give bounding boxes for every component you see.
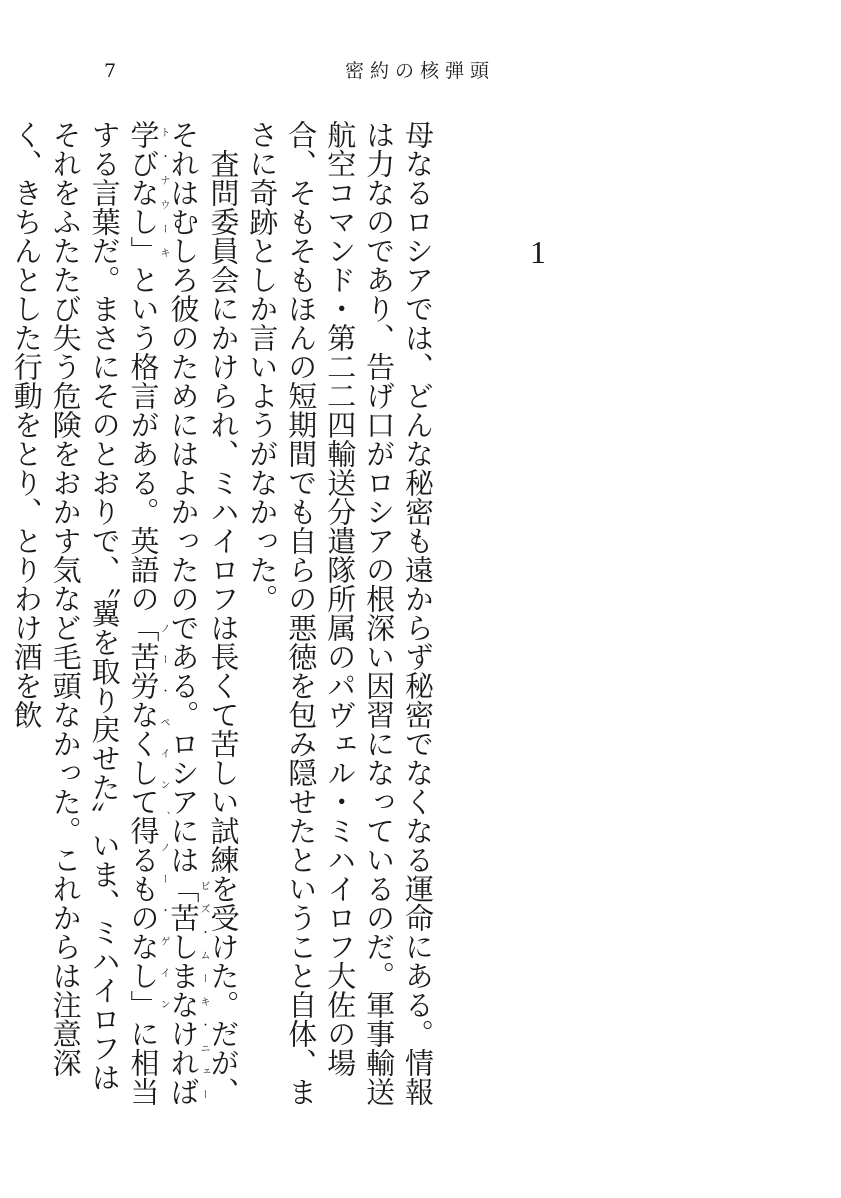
running-head: 密約の核弾頭: [345, 60, 496, 82]
page-number: 7: [104, 60, 117, 82]
paragraph-2-part-1: 査問委員会にかけられ、ミハイロフは長くて苦しい試練を受けた。だが、それはむしろ彼のためにはよかったのである。ロシアには: [166, 120, 241, 1106]
paragraph-2-part-2: という格言がある。英語の: [126, 265, 161, 613]
paragraph-2-part-3: に相当する言葉だ。まさにそのとおりで、〝翼を取り戻せた〟いま、ミハイロフはそれをふたたび失う危険をおかす気など毛頭なかった。これからは注意深く、きちんとした行動をとり、とりわけ酒を飲: [9, 120, 161, 1106]
paragraph-1: 母なるロシアでは、どんな秘密も遠からず秘密でなくなる運命にある。情報は力なのであり、告げ口がロシアの根深い因習になっているのだ。軍事輸送航空コマンド・第二二四輸送分遣隊所属のパヴェル・ミハイロフ大佐の場合、そもそもほんの短期間でも自らの悪徳を包み隠せたということ自体、まさに奇跡としか言いようがなかった。: [245, 120, 435, 1106]
body-text: [9, 120, 466, 1120]
ruby-english-proverb: ノー・ペイン、ノー・ゲイン: [157, 613, 169, 1019]
ruby-russian-proverb: ビズ・ムーキ・ニェート・ナウーキ: [157, 120, 209, 1106]
chapter-number: 1: [530, 234, 546, 270]
quote-russian-proverb: 「苦しまなければ学びなし」ビズ・ムーキ・ニェート・ナウーキ: [126, 120, 209, 1106]
quote-english-proverb: 「苦労なくして得るものなし」ノー・ペイン、ノー・ゲイン: [126, 613, 169, 1019]
paragraph-2: [7, 120, 243, 1120]
